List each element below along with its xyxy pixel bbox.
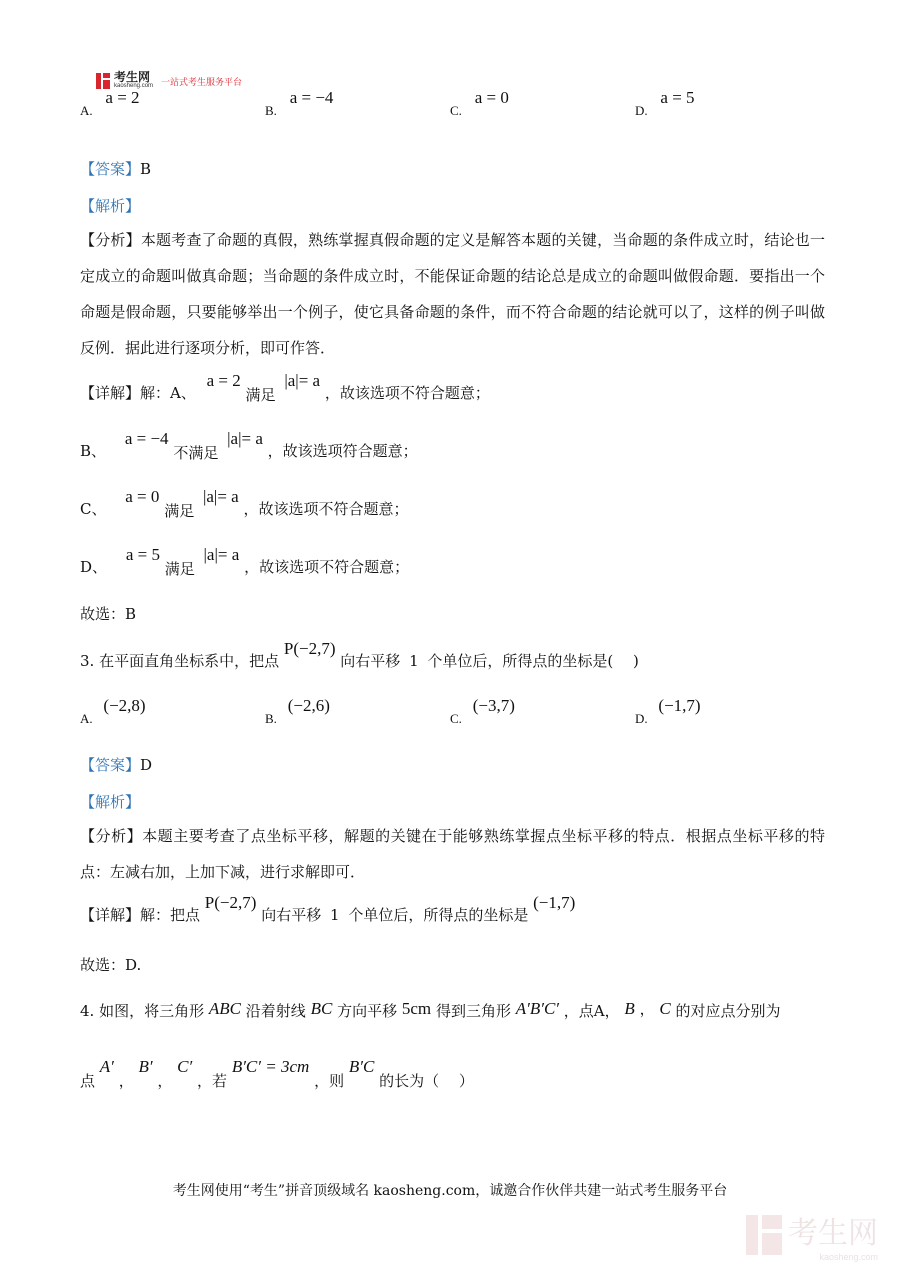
detail-abs: |a|= a [202, 487, 239, 506]
stem-math: A′B′C′ [515, 999, 559, 1018]
option-value: a = −4 [289, 88, 334, 107]
option-value: a = 2 [105, 88, 140, 107]
q3-option-b [265, 696, 330, 726]
detail-math: a = 5 [125, 545, 160, 564]
q3-option-d [635, 696, 701, 726]
option-label: B. [265, 711, 277, 726]
answer-value: D [140, 756, 153, 774]
q3-analysis-tag: 【解析】 [80, 793, 141, 811]
q2-detail-d [80, 544, 410, 578]
detail-tail: ，故该选项不符合题意； [244, 558, 410, 576]
page-footer: 考生网使用“考生”拼音顶级域名 kaosheng.com，诚邀合作伙伴共建一站式考生服务平台 [172, 1183, 728, 1199]
answer-value: B [140, 160, 152, 178]
stem-text: 点 [80, 1072, 96, 1090]
q2-answer [80, 158, 151, 179]
q2-detail-b [80, 428, 418, 462]
detail-abs: |a|= a [203, 545, 240, 564]
stem-math: C′ [177, 1057, 193, 1076]
q3-detail [80, 892, 576, 924]
q2-detail-a [80, 370, 490, 404]
logo-domain: kaosheng.com [114, 83, 154, 89]
q2-option-b [265, 88, 334, 120]
stem-text: 个单位后，所得点的坐标是( ) [427, 652, 639, 670]
stem-text: 向右平移 [340, 652, 401, 670]
detail-word: 不满足 [173, 444, 219, 462]
option-value: a = 0 [474, 88, 509, 107]
option-label: A. [80, 103, 93, 118]
q2-detail-c [80, 486, 409, 520]
detail-tag: 【详解】解：A、 [80, 384, 196, 402]
q4-stem-line1 [80, 998, 781, 1019]
detail-math: a = 0 [125, 487, 160, 506]
logo-name: 考生网 [114, 70, 151, 84]
stem-number: 1 [409, 652, 419, 670]
q3-fenxi: 【分析】本题主要考查了点坐标平移，解题的关键在于能够熟练掌握点坐标平移的特点．根据点坐标平移的特点：左减右加，上加下减，进行求解即可． [80, 827, 825, 881]
option-value: a = 5 [660, 88, 695, 107]
logo-icon [96, 73, 110, 89]
stem-text: ， [118, 1072, 134, 1090]
stem-math: B′C′ = 3cm [231, 1057, 310, 1076]
q2-option-a [80, 88, 140, 120]
watermark-name: 考生网 [788, 1216, 878, 1251]
option-label: A. [80, 711, 93, 726]
stem-text: ， [157, 1072, 173, 1090]
q3-answer [80, 754, 152, 775]
watermark-logo-icon [746, 1215, 782, 1255]
stem-text: ，则 [314, 1072, 345, 1090]
detail-abs: |a|= a [284, 371, 321, 390]
option-value: (−2,8) [103, 696, 146, 715]
q2-option-d [635, 88, 695, 120]
option-label: C. [450, 711, 462, 726]
option-value: (−3,7) [472, 696, 515, 715]
stem-math: B′C [348, 1057, 375, 1076]
stem-math: C [659, 999, 671, 1018]
q3-option-a [80, 696, 146, 726]
stem-text: 3. 在平面直角坐标系中，把点 [80, 652, 280, 670]
detail-number: 1 [330, 906, 340, 924]
detail-tail: ，故该选项不符合题意； [324, 384, 490, 402]
watermark-domain: kaosheng.com [819, 1252, 878, 1262]
q4-stem-line2 [80, 1056, 474, 1090]
detail-word: 满足 [164, 502, 195, 520]
detail-abs: |a|= a [227, 429, 263, 448]
stem-text: 得到三角形 [435, 1002, 511, 1020]
stem-math: A′ [99, 1057, 114, 1076]
detail-tail: ，故该选项不符合题意； [243, 500, 409, 518]
answer-tag: 【答案】 [80, 756, 141, 774]
detail-prefix: D、 [80, 558, 108, 576]
detail-text: 向右平移 [261, 906, 322, 924]
stem-text: ， [639, 1000, 655, 1018]
option-label: D. [635, 711, 648, 726]
option-label: B. [265, 103, 277, 118]
detail-point: P(−2,7) [204, 893, 257, 912]
q3-option-c [450, 696, 515, 726]
detail-prefix: B、 [80, 442, 107, 460]
option-value: (−2,6) [287, 696, 330, 715]
detail-math: a = 2 [206, 371, 241, 390]
stem-math: 5cm [401, 999, 432, 1018]
answer-tag: 【答案】 [80, 160, 141, 178]
option-value: (−1,7) [658, 696, 701, 715]
stem-math: B′ [138, 1057, 153, 1076]
detail-word: 满足 [245, 386, 276, 404]
q2-option-c [450, 88, 509, 120]
detail-math: a = −4 [124, 429, 169, 448]
stem-text: 沿着射线 [245, 1002, 306, 1020]
detail-result: (−1,7) [533, 893, 576, 912]
stem-math: ABC [208, 999, 241, 1018]
stem-text: 方向平移 [337, 1002, 398, 1020]
option-label: D. [635, 103, 648, 118]
detail-tail: ，故该选项符合题意； [267, 442, 418, 460]
detail-prefix: C、 [80, 500, 107, 518]
q2-conclusion: 故选：B [80, 605, 137, 623]
stem-point: P(−2,7) [283, 639, 336, 658]
stem-text: ，若 [197, 1072, 228, 1090]
option-label: C. [450, 103, 462, 118]
detail-text: 【详解】解：把点 [80, 906, 201, 924]
detail-word: 满足 [164, 560, 195, 578]
stem-text: 的对应点分别为 [675, 1002, 781, 1020]
detail-text: 个单位后，所得点的坐标是 [348, 906, 529, 924]
q2-analysis-tag: 【解析】 [80, 197, 141, 215]
stem-math: BC [310, 999, 333, 1018]
q3-conclusion: 故选：D. [80, 956, 142, 974]
watermark [746, 1208, 878, 1262]
stem-text: 的长为（ ） [379, 1072, 474, 1090]
stem-text: ，点A， [563, 1002, 620, 1020]
logo-slogan: 一站式考生服务平台 [161, 77, 243, 88]
q2-fenxi: 【分析】本题考查了命题的真假，熟练掌握真假命题的定义是解答本题的关键，当命题的条件成立时，结论也一定成立的命题叫做真命题；当命题的条件成立时，不能保证命题的结论总是成立的命题叫做假命题．要指出一个命题是假命题，只要能够举出一个例子，使它具备命题的条件，而不符合命题的结论就可以了，这样的例子叫做反例．据此进行逐项分析，即可作答． [80, 231, 825, 357]
q3-stem [80, 638, 639, 670]
stem-math: B [624, 999, 635, 1018]
stem-text: 4. 如图，将三角形 [80, 1002, 205, 1020]
